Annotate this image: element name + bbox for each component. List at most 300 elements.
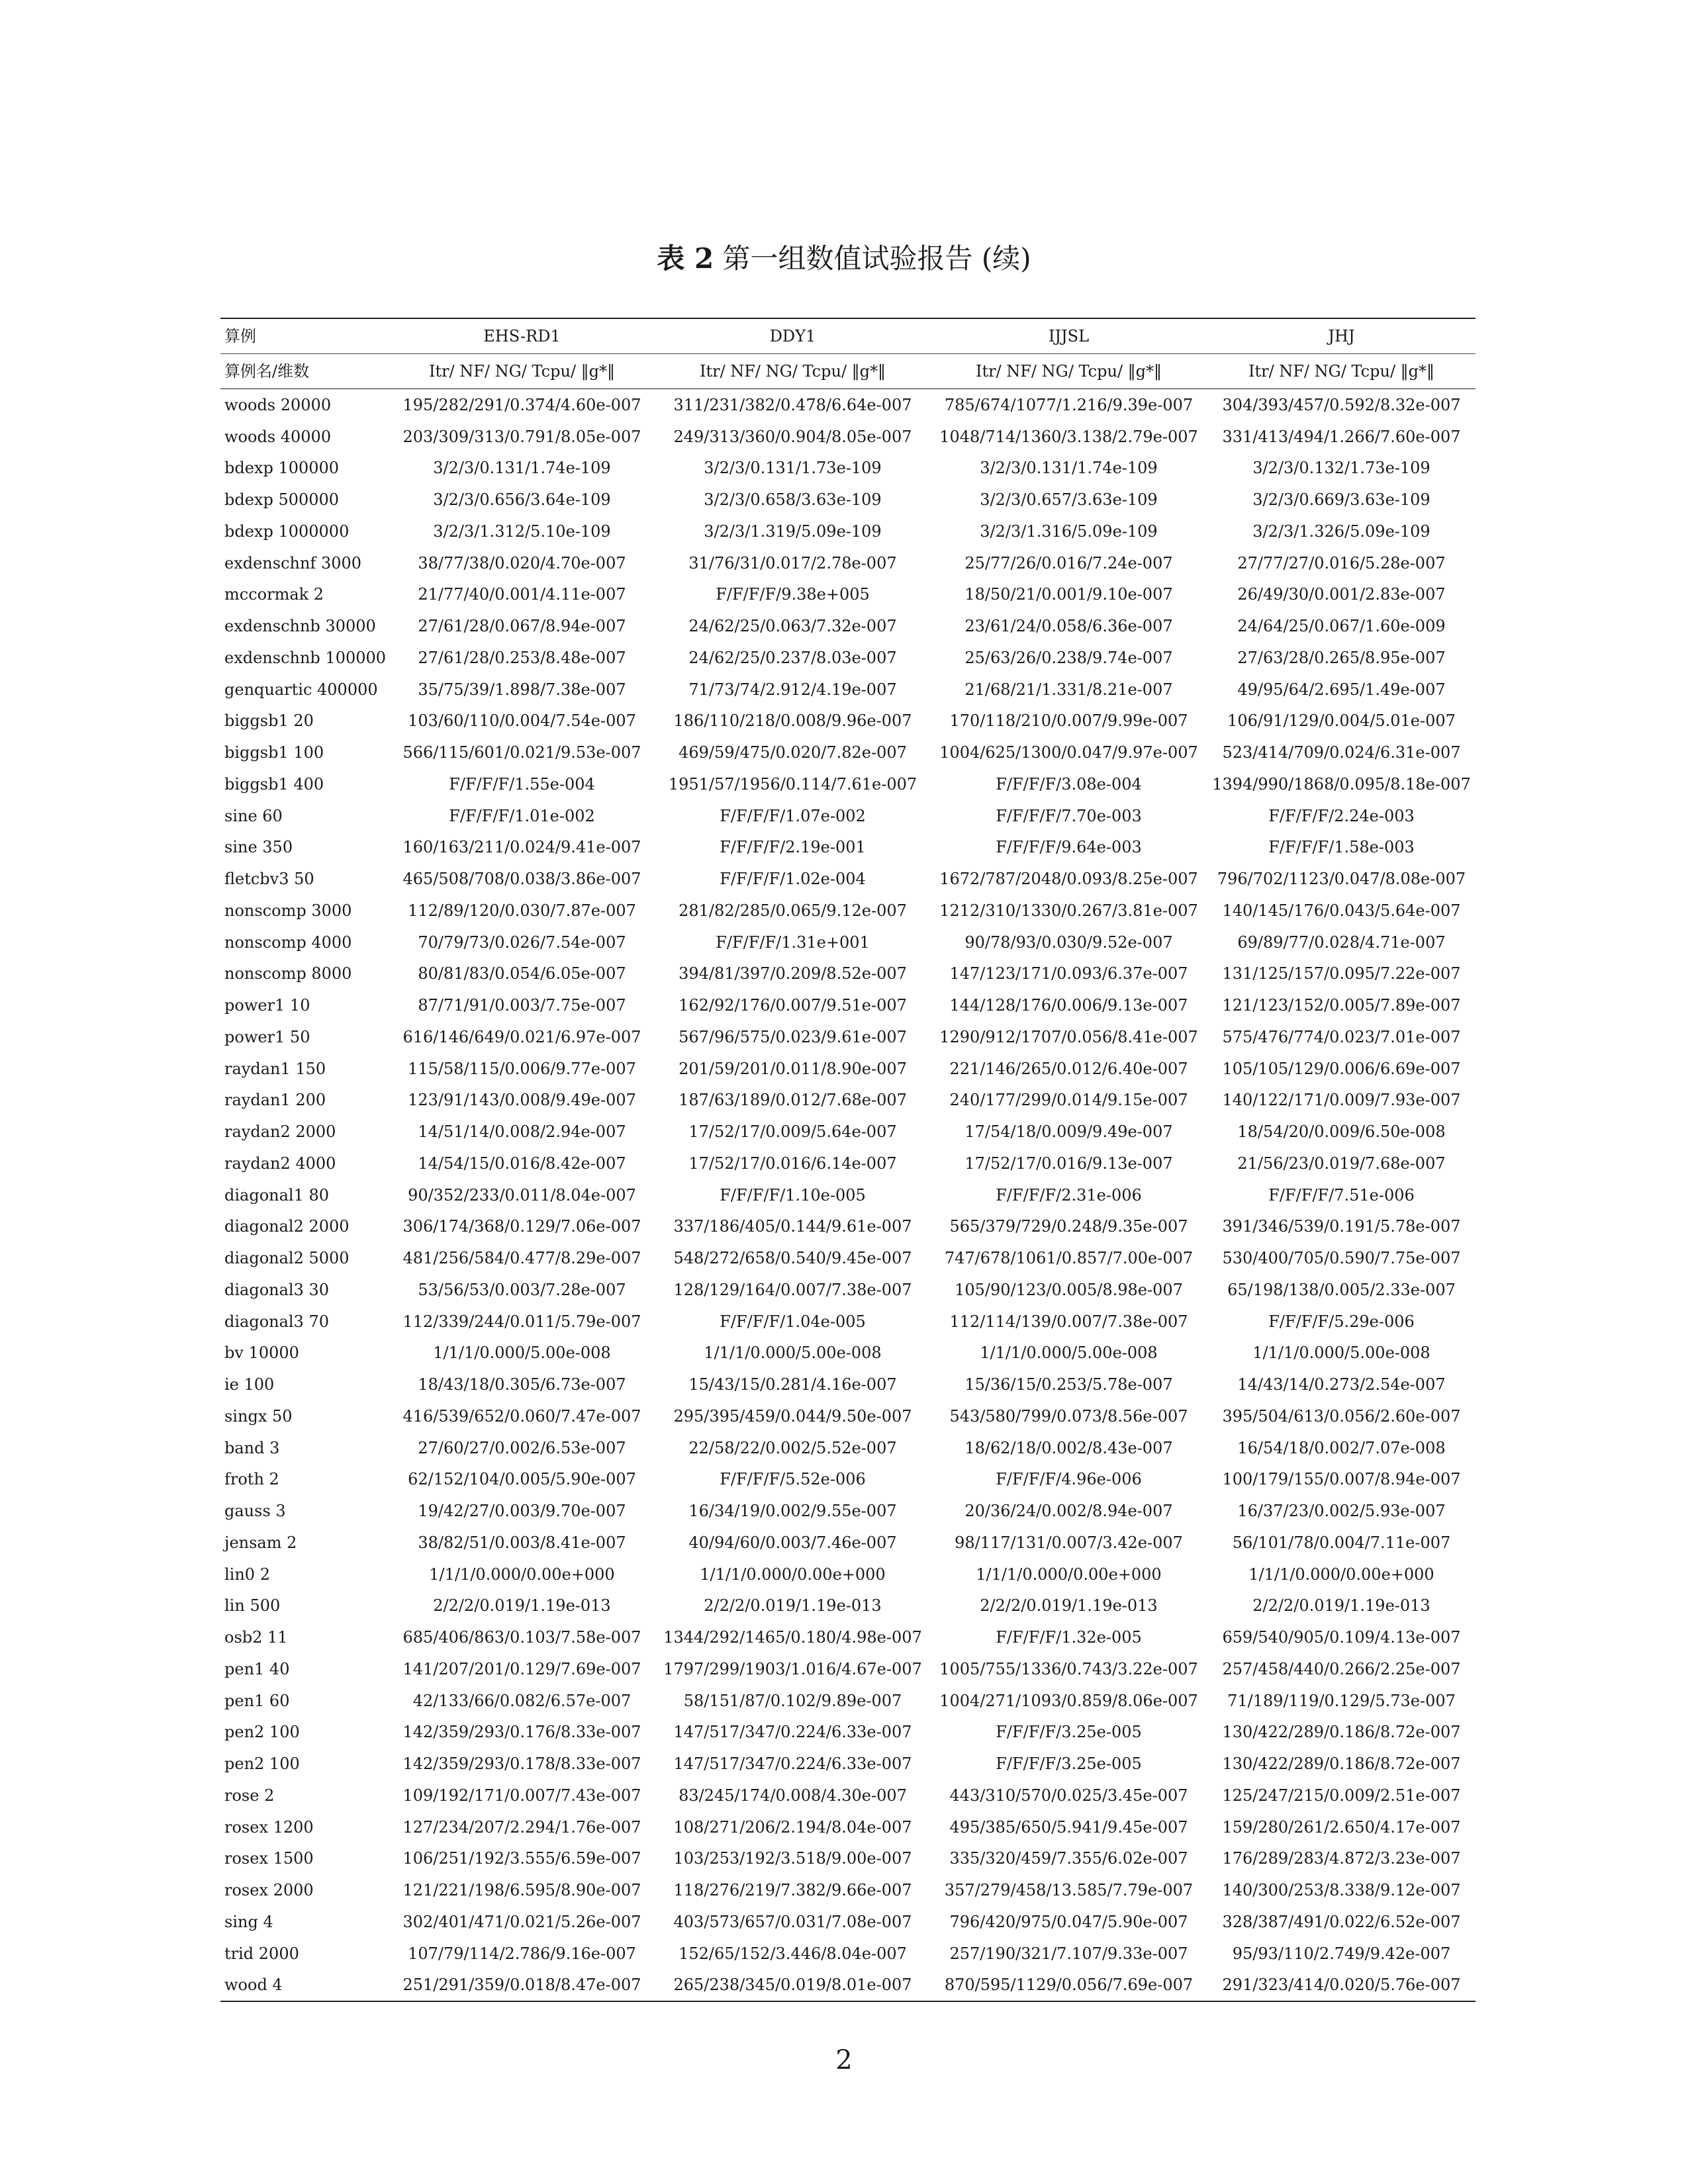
result-cell: 144/128/176/0.006/9.13e-007 — [949, 996, 1188, 1015]
result-cell: 1/1/1/0.000/0.00e+000 — [1248, 1565, 1434, 1584]
result-cell: 1672/787/2048/0.093/8.25e-007 — [939, 870, 1198, 889]
result-cell: 796/702/1123/0.047/8.08e-007 — [1217, 870, 1466, 889]
header-cell: DDY1 — [655, 318, 930, 354]
result-cell: 27/77/27/0.016/5.28e-007 — [1237, 553, 1446, 572]
problem-name-cell: biggsb1 100 — [224, 743, 324, 762]
problem-name-cell: raydan1 200 — [224, 1091, 326, 1110]
result-cell: 337/186/405/0.144/9.61e-007 — [673, 1217, 912, 1236]
result-cell: 80/81/83/0.054/6.05e-007 — [418, 964, 626, 983]
problem-name-cell: pen1 60 — [224, 1691, 290, 1710]
result-cell: 15/36/15/0.253/5.78e-007 — [964, 1375, 1173, 1394]
result-cell: 1/1/1/0.000/5.00e-008 — [1252, 1343, 1430, 1363]
result-cell: 14/51/14/0.008/2.94e-007 — [418, 1122, 626, 1142]
result-cell: 566/115/601/0.021/9.53e-007 — [402, 743, 641, 762]
problem-name-cell: genquartic 400000 — [224, 680, 378, 699]
result-cell: 1/1/1/0.000/5.00e-008 — [704, 1343, 882, 1363]
result-cell: 1344/292/1465/0.180/4.98e-007 — [663, 1628, 922, 1647]
header-row-methods — [220, 318, 1476, 354]
result-cell: 659/540/905/0.109/4.13e-007 — [1222, 1628, 1461, 1647]
table-row — [220, 927, 1476, 958]
header-cell: 算例 — [220, 318, 389, 354]
result-cell: 685/406/863/0.103/7.58e-007 — [402, 1628, 641, 1647]
header-cell: IJJSL — [930, 318, 1207, 354]
result-cell: 142/359/293/0.178/8.33e-007 — [402, 1754, 641, 1774]
result-cell: 65/198/138/0.005/2.33e-007 — [1227, 1280, 1456, 1299]
result-cell: 1212/310/1330/0.267/3.81e-007 — [939, 901, 1198, 920]
header-cell: Itr/ NF/ NG/ Tcpu/ ‖g*‖ — [1207, 354, 1476, 389]
problem-name-cell: ie 100 — [224, 1375, 275, 1394]
result-cell: 3/2/3/0.669/3.63e-109 — [1252, 490, 1430, 510]
table-row — [220, 484, 1476, 516]
problem-name-cell: rosex 1200 — [224, 1817, 314, 1837]
result-cell: 3/2/3/0.656/3.64e-109 — [433, 490, 611, 510]
result-cell: 42/133/66/0.082/6.57e-007 — [412, 1691, 632, 1710]
problem-name-cell: osb2 11 — [224, 1628, 288, 1647]
result-cell: 24/64/25/0.067/1.60e-009 — [1237, 617, 1446, 636]
result-cell: 17/54/18/0.009/9.49e-007 — [964, 1122, 1173, 1142]
result-cell: 16/37/23/0.002/5.93e-007 — [1237, 1502, 1446, 1521]
result-cell: 23/61/24/0.058/6.36e-007 — [964, 617, 1173, 636]
result-cell: 27/60/27/0.002/6.53e-007 — [418, 1438, 626, 1457]
result-cell: F/F/F/F/9.38e+005 — [716, 585, 870, 604]
result-cell: 391/346/539/0.191/5.78e-007 — [1222, 1217, 1461, 1236]
result-cell: 221/146/265/0.012/6.40e-007 — [949, 1059, 1188, 1078]
table-row — [220, 1495, 1476, 1527]
result-cell: F/F/F/F/1.10e-005 — [720, 1185, 866, 1205]
result-cell: 21/56/23/0.019/7.68e-007 — [1237, 1154, 1446, 1173]
table-row — [220, 389, 1476, 421]
result-cell: 306/174/368/0.129/7.06e-007 — [402, 1217, 641, 1236]
table-row — [220, 1843, 1476, 1875]
table-row — [220, 421, 1476, 453]
result-cell: 112/114/139/0.007/7.38e-007 — [949, 1312, 1188, 1331]
problem-name-cell: diagonal3 30 — [224, 1280, 330, 1299]
table-row — [220, 1274, 1476, 1306]
result-cell: 112/339/244/0.011/5.79e-007 — [402, 1312, 641, 1331]
table-row — [220, 1938, 1476, 1970]
result-cell: 3/2/3/1.326/5.09e-109 — [1252, 522, 1430, 541]
result-cell: 142/359/293/0.176/8.33e-007 — [402, 1723, 641, 1742]
result-cell: F/F/F/F/1.31e+001 — [716, 933, 870, 952]
table-caption — [0, 237, 1688, 277]
result-cell: 147/123/171/0.093/6.37e-007 — [949, 964, 1188, 983]
result-cell: 106/91/129/0.004/5.01e-007 — [1227, 711, 1456, 731]
result-cell: 3/2/3/1.312/5.10e-109 — [433, 522, 611, 541]
result-cell: 108/271/206/2.194/8.04e-007 — [673, 1817, 912, 1837]
problem-name-cell: sine 350 — [224, 838, 293, 857]
header-cell: Itr/ NF/ NG/ Tcpu/ ‖g*‖ — [930, 354, 1207, 389]
result-cell: 394/81/397/0.209/8.52e-007 — [679, 964, 907, 983]
result-cell: 25/77/26/0.016/7.24e-007 — [964, 553, 1173, 572]
result-cell: 1004/271/1093/0.859/8.06e-007 — [939, 1691, 1198, 1710]
result-cell: F/F/F/F/7.51e-006 — [1268, 1185, 1415, 1205]
header-cell: Itr/ NF/ NG/ Tcpu/ ‖g*‖ — [389, 354, 655, 389]
problem-name-cell: pen2 100 — [224, 1754, 300, 1774]
result-cell: 90/78/93/0.030/9.52e-007 — [964, 933, 1173, 952]
result-cell: 22/58/22/0.002/5.52e-007 — [688, 1438, 897, 1457]
result-cell: 71/73/74/2.912/4.19e-007 — [688, 680, 897, 699]
result-cell: 1290/912/1707/0.056/8.41e-007 — [939, 1027, 1198, 1046]
problem-name-cell: exdenschnf 3000 — [224, 553, 362, 572]
result-cell: 567/96/575/0.023/9.61e-007 — [679, 1027, 907, 1046]
results-table-container — [220, 318, 1476, 2002]
problem-name-cell: nonscomp 4000 — [224, 933, 352, 952]
result-cell: 53/56/53/0.003/7.28e-007 — [418, 1280, 626, 1299]
problem-name-cell: sing 4 — [224, 1912, 273, 1931]
result-cell: 575/476/774/0.023/7.01e-007 — [1222, 1027, 1461, 1046]
result-cell: 523/414/709/0.024/6.31e-007 — [1222, 743, 1461, 762]
table-row — [220, 1148, 1476, 1179]
table-row — [220, 1085, 1476, 1116]
result-cell: 1048/714/1360/3.138/2.79e-007 — [939, 427, 1198, 446]
table-row — [220, 674, 1476, 705]
result-cell: 481/256/584/0.477/8.29e-007 — [402, 1249, 641, 1268]
problem-name-cell: power1 50 — [224, 1027, 310, 1046]
result-cell: 3/2/3/0.131/1.73e-109 — [704, 459, 882, 478]
caption-text: 第一组数值试验报告 (续) — [722, 242, 1031, 275]
table-row — [220, 1621, 1476, 1653]
problem-name-cell: gauss 3 — [224, 1502, 286, 1521]
result-cell: 302/401/471/0.021/5.26e-007 — [402, 1912, 641, 1931]
result-cell: 3/2/3/0.131/1.74e-109 — [433, 459, 611, 478]
result-cell: 95/93/110/2.749/9.42e-007 — [1232, 1944, 1451, 1963]
result-cell: 565/379/729/0.248/9.35e-007 — [949, 1217, 1188, 1236]
result-cell: 15/43/15/0.281/4.16e-007 — [688, 1375, 897, 1394]
result-cell: 187/63/189/0.012/7.68e-007 — [679, 1091, 907, 1110]
result-cell: 416/539/652/0.060/7.47e-007 — [402, 1406, 641, 1426]
table-row — [220, 1717, 1476, 1749]
problem-name-cell: rosex 1500 — [224, 1849, 314, 1868]
result-cell: 328/387/491/0.022/6.52e-007 — [1222, 1912, 1461, 1931]
result-cell: 543/580/799/0.073/8.56e-007 — [949, 1406, 1188, 1426]
result-cell: F/F/F/F/1.32e-005 — [996, 1628, 1142, 1647]
result-cell: F/F/F/F/1.02e-004 — [720, 870, 866, 889]
header-cell: 算例名/维数 — [220, 354, 389, 389]
result-cell: 3/2/3/0.132/1.73e-109 — [1252, 459, 1430, 478]
result-cell: 121/221/198/6.595/8.90e-007 — [402, 1881, 641, 1900]
table-row — [220, 1685, 1476, 1717]
result-cell: 70/79/73/0.026/7.54e-007 — [418, 933, 626, 952]
table-row — [220, 579, 1476, 611]
table-row — [220, 768, 1476, 800]
result-cell: 17/52/17/0.009/5.64e-007 — [688, 1122, 897, 1142]
problem-name-cell: diagonal2 2000 — [224, 1217, 350, 1236]
result-cell: 40/94/60/0.003/7.46e-007 — [688, 1533, 897, 1552]
result-cell: 131/125/157/0.095/7.22e-007 — [1222, 964, 1461, 983]
result-cell: 17/52/17/0.016/6.14e-007 — [688, 1154, 897, 1173]
table-row — [220, 895, 1476, 927]
result-cell: 870/595/1129/0.056/7.69e-007 — [930, 1970, 1207, 2002]
table-row — [220, 1116, 1476, 1148]
result-cell: 105/105/129/0.006/6.69e-007 — [1222, 1059, 1461, 1078]
table-row — [220, 1590, 1476, 1622]
result-cell: 62/152/104/0.005/5.90e-007 — [408, 1470, 636, 1489]
result-cell: 170/118/210/0.007/9.99e-007 — [949, 711, 1188, 731]
problem-name-cell: trid 2000 — [224, 1944, 299, 1963]
table-row — [220, 1021, 1476, 1053]
result-cell: 186/110/218/0.008/9.96e-007 — [673, 711, 912, 731]
problem-name-cell: bdexp 100000 — [224, 459, 340, 478]
result-cell: 16/54/18/0.002/7.07e-008 — [1237, 1438, 1446, 1457]
result-cell: 18/54/20/0.009/6.50e-008 — [1237, 1122, 1446, 1142]
table-row — [220, 1874, 1476, 1906]
result-cell: 2/2/2/0.019/1.19e-013 — [980, 1596, 1158, 1615]
result-cell: 21/68/21/1.331/8.21e-007 — [964, 680, 1173, 699]
result-cell: 14/54/15/0.016/8.42e-007 — [418, 1154, 626, 1173]
result-cell: 140/300/253/8.338/9.12e-007 — [1222, 1881, 1461, 1900]
result-cell: 49/95/64/2.695/1.49e-007 — [1237, 680, 1446, 699]
problem-name-cell: raydan1 150 — [224, 1059, 326, 1078]
result-cell: 331/413/494/1.266/7.60e-007 — [1222, 427, 1461, 446]
table-row — [220, 1053, 1476, 1085]
result-cell: 109/192/171/0.007/7.43e-007 — [402, 1786, 641, 1805]
result-cell: 71/189/119/0.129/5.73e-007 — [1227, 1691, 1456, 1710]
result-cell: 141/207/201/0.129/7.69e-007 — [402, 1659, 641, 1678]
page-number: 2 — [835, 2045, 853, 2075]
problem-name-cell: lin 500 — [224, 1596, 281, 1615]
result-cell: 123/91/143/0.008/9.49e-007 — [408, 1091, 636, 1110]
result-cell: 1394/990/1868/0.095/8.18e-007 — [1212, 774, 1471, 794]
result-cell: 257/458/440/0.266/2.25e-007 — [1222, 1659, 1461, 1678]
result-cell: 107/79/114/2.786/9.16e-007 — [408, 1944, 636, 1963]
table-row — [220, 1306, 1476, 1338]
table-row — [220, 1653, 1476, 1685]
result-cell: 18/62/18/0.002/8.43e-007 — [964, 1438, 1173, 1457]
header-cell: Itr/ NF/ NG/ Tcpu/ ‖g*‖ — [655, 354, 930, 389]
result-cell: 118/276/219/7.382/9.66e-007 — [673, 1881, 912, 1900]
table-row — [220, 1780, 1476, 1811]
result-cell: F/F/F/F/2.19e-001 — [720, 838, 866, 857]
result-cell: 14/43/14/0.273/2.54e-007 — [1237, 1375, 1446, 1394]
result-cell: F/F/F/F/1.58e-003 — [1268, 838, 1415, 857]
result-cell: 162/92/176/0.007/9.51e-007 — [679, 996, 907, 1015]
table-row — [220, 453, 1476, 484]
result-cell: 38/77/38/0.020/4.70e-007 — [418, 553, 626, 572]
result-cell: 357/279/458/13.585/7.79e-007 — [944, 1881, 1194, 1900]
result-cell: 147/517/347/0.224/6.33e-007 — [673, 1754, 912, 1774]
table-body — [220, 389, 1476, 2002]
result-cell: 130/422/289/0.186/8.72e-007 — [1222, 1723, 1461, 1742]
result-cell: 1004/625/1300/0.047/9.97e-007 — [939, 743, 1198, 762]
problem-name-cell: wood 4 — [220, 1970, 389, 2002]
result-cell: 25/63/26/0.238/9.74e-007 — [964, 648, 1173, 667]
result-cell: 105/90/123/0.005/8.98e-007 — [955, 1280, 1183, 1299]
table-row — [220, 547, 1476, 579]
problem-name-cell: raydan2 2000 — [224, 1122, 336, 1142]
problem-name-cell: nonscomp 8000 — [224, 964, 352, 983]
result-cell: 160/163/211/0.024/9.41e-007 — [402, 838, 641, 857]
problem-name-cell: diagonal2 5000 — [224, 1249, 350, 1268]
result-cell: F/F/F/F/2.24e-003 — [1268, 806, 1415, 825]
result-cell: F/F/F/F/3.25e-005 — [996, 1754, 1142, 1774]
result-cell: 100/179/155/0.007/8.94e-007 — [1222, 1470, 1461, 1489]
table-row — [220, 516, 1476, 547]
table-row — [220, 1906, 1476, 1938]
table-row — [220, 958, 1476, 990]
table-row — [220, 1464, 1476, 1496]
result-cell: 3/2/3/1.319/5.09e-109 — [704, 522, 882, 541]
table-row — [220, 1369, 1476, 1400]
result-cell: 1/1/1/0.000/5.00e-008 — [980, 1343, 1158, 1363]
table-row — [220, 705, 1476, 737]
result-cell: F/F/F/F/5.52e-006 — [720, 1470, 866, 1489]
result-cell: 395/504/613/0.056/2.60e-007 — [1222, 1406, 1461, 1426]
header-cell: EHS-RD1 — [389, 318, 655, 354]
result-cell: 27/61/28/0.253/8.48e-007 — [418, 648, 626, 667]
result-cell: 2/2/2/0.019/1.19e-013 — [704, 1596, 882, 1615]
result-cell: 195/282/291/0.374/4.60e-007 — [402, 395, 641, 414]
result-cell: 121/123/152/0.005/7.89e-007 — [1222, 996, 1461, 1015]
result-cell: F/F/F/F/4.96e-006 — [996, 1470, 1142, 1489]
result-cell: 3/2/3/0.131/1.74e-109 — [980, 459, 1158, 478]
result-cell: 530/400/705/0.590/7.75e-007 — [1222, 1249, 1461, 1268]
problem-name-cell: sine 60 — [224, 806, 283, 825]
result-cell: 201/59/201/0.011/8.90e-007 — [679, 1059, 907, 1078]
result-cell: 103/60/110/0.004/7.54e-007 — [408, 711, 636, 731]
table-row — [220, 1432, 1476, 1464]
result-cell: 147/517/347/0.224/6.33e-007 — [673, 1723, 912, 1742]
problem-name-cell: bdexp 500000 — [224, 490, 340, 510]
result-cell: 2/2/2/0.019/1.19e-013 — [1252, 1596, 1430, 1615]
result-cell: F/F/F/F/3.25e-005 — [996, 1723, 1142, 1742]
result-cell: F/F/F/F/5.29e-006 — [1268, 1312, 1415, 1331]
result-cell: 1/1/1/0.000/0.00e+000 — [976, 1565, 1162, 1584]
result-cell: 1797/299/1903/1.016/4.67e-007 — [663, 1659, 922, 1678]
result-cell: 304/393/457/0.592/8.32e-007 — [1222, 395, 1461, 414]
result-cell: F/F/F/F/2.31e-006 — [996, 1185, 1142, 1205]
table-row — [220, 610, 1476, 642]
result-cell: 128/129/164/0.007/7.38e-007 — [673, 1280, 912, 1299]
table-row — [220, 1748, 1476, 1780]
problem-name-cell: exdenschnb 100000 — [224, 648, 387, 667]
result-cell: 495/385/650/5.941/9.45e-007 — [949, 1817, 1188, 1837]
problem-name-cell: diagonal1 80 — [224, 1185, 330, 1205]
table-row — [220, 1970, 1476, 2002]
result-cell: 140/122/171/0.009/7.93e-007 — [1222, 1091, 1461, 1110]
results-table — [220, 318, 1476, 2002]
result-cell: 83/245/174/0.008/4.30e-007 — [679, 1786, 907, 1805]
result-cell: 24/62/25/0.237/8.03e-007 — [688, 648, 897, 667]
result-cell: 616/146/649/0.021/6.97e-007 — [402, 1027, 641, 1046]
result-cell: 1005/755/1336/0.743/3.22e-007 — [939, 1659, 1198, 1678]
header-row-metrics — [220, 354, 1476, 389]
result-cell: F/F/F/F/1.01e-002 — [449, 806, 595, 825]
result-cell: 785/674/1077/1.216/9.39e-007 — [944, 395, 1194, 414]
result-cell: 21/77/40/0.001/4.11e-007 — [418, 585, 626, 604]
table-row — [220, 1527, 1476, 1559]
result-cell: 281/82/285/0.065/9.12e-007 — [679, 901, 907, 920]
result-cell: 90/352/233/0.011/8.04e-007 — [408, 1185, 636, 1205]
table-row — [220, 989, 1476, 1021]
result-cell: 24/62/25/0.063/7.32e-007 — [688, 617, 897, 636]
result-cell: 548/272/658/0.540/9.45e-007 — [673, 1249, 912, 1268]
problem-name-cell: lin0 2 — [224, 1565, 270, 1584]
result-cell: 291/323/414/0.020/5.76e-007 — [1207, 1970, 1476, 2002]
problem-name-cell: jensam 2 — [224, 1533, 297, 1552]
result-cell: 56/101/78/0.004/7.11e-007 — [1232, 1533, 1451, 1552]
result-cell: F/F/F/F/9.64e-003 — [996, 838, 1142, 857]
result-cell: 130/422/289/0.186/8.72e-007 — [1222, 1754, 1461, 1774]
table-row — [220, 642, 1476, 674]
problem-name-cell: bdexp 1000000 — [224, 522, 350, 541]
result-cell: 265/238/345/0.019/8.01e-007 — [655, 1970, 930, 2002]
result-cell: 19/42/27/0.003/9.70e-007 — [418, 1502, 626, 1521]
result-cell: 112/89/120/0.030/7.87e-007 — [408, 901, 636, 920]
result-cell: 3/2/3/1.316/5.09e-109 — [980, 522, 1158, 541]
problem-name-cell: nonscomp 3000 — [224, 901, 352, 920]
result-cell: 796/420/975/0.047/5.90e-007 — [949, 1912, 1188, 1931]
table-row — [220, 1242, 1476, 1274]
result-cell: 58/151/87/0.102/9.89e-007 — [683, 1691, 902, 1710]
result-cell: 87/71/91/0.003/7.75e-007 — [418, 996, 626, 1015]
problem-name-cell: woods 40000 — [224, 427, 332, 446]
problem-name-cell: bv 10000 — [224, 1343, 299, 1363]
problem-name-cell: biggsb1 20 — [224, 711, 314, 731]
problem-name-cell: froth 2 — [224, 1470, 279, 1489]
result-cell: 1951/57/1956/0.114/7.61e-007 — [668, 774, 917, 794]
table-row — [220, 800, 1476, 832]
result-cell: F/F/F/F/1.55e-004 — [449, 774, 595, 794]
table-row — [220, 1811, 1476, 1843]
problem-name-cell: power1 10 — [224, 996, 310, 1015]
result-cell: 17/52/17/0.016/9.13e-007 — [964, 1154, 1173, 1173]
result-cell: 249/313/360/0.904/8.05e-007 — [673, 427, 912, 446]
result-cell: 152/65/152/3.446/8.04e-007 — [679, 1944, 907, 1963]
result-cell: 203/309/313/0.791/8.05e-007 — [402, 427, 641, 446]
result-cell: 159/280/261/2.650/4.17e-007 — [1222, 1817, 1461, 1837]
problem-name-cell: biggsb1 400 — [224, 774, 324, 794]
result-cell: 27/61/28/0.067/8.94e-007 — [418, 617, 626, 636]
result-cell: 295/395/459/0.044/9.50e-007 — [673, 1406, 912, 1426]
result-cell: 125/247/215/0.009/2.51e-007 — [1222, 1786, 1461, 1805]
result-cell: 465/508/708/0.038/3.86e-007 — [402, 870, 641, 889]
result-cell: 27/63/28/0.265/8.95e-007 — [1237, 648, 1446, 667]
problem-name-cell: singx 50 — [224, 1406, 293, 1426]
result-cell: 335/320/459/7.355/6.02e-007 — [949, 1849, 1188, 1868]
result-cell: 98/117/131/0.007/3.42e-007 — [955, 1533, 1183, 1552]
result-cell: 3/2/3/0.657/3.63e-109 — [980, 490, 1158, 510]
result-cell: 18/50/21/0.001/9.10e-007 — [964, 585, 1173, 604]
table-row — [220, 737, 1476, 768]
result-cell: 26/49/30/0.001/2.83e-007 — [1237, 585, 1446, 604]
result-cell: 311/231/382/0.478/6.64e-007 — [673, 395, 912, 414]
problem-name-cell: band 3 — [224, 1438, 280, 1457]
result-cell: 115/58/115/0.006/9.77e-007 — [408, 1059, 636, 1078]
table-row — [220, 832, 1476, 864]
result-cell: 20/36/24/0.002/8.94e-007 — [964, 1502, 1173, 1521]
problem-name-cell: diagonal3 70 — [224, 1312, 330, 1331]
problem-name-cell: exdenschnb 30000 — [224, 617, 376, 636]
result-cell: 16/34/19/0.002/9.55e-007 — [688, 1502, 897, 1521]
caption-label: 表 2 — [657, 242, 714, 275]
table-row — [220, 1338, 1476, 1369]
result-cell: 257/190/321/7.107/9.33e-007 — [949, 1944, 1188, 1963]
table-row — [220, 1400, 1476, 1432]
problem-name-cell: pen2 100 — [224, 1723, 300, 1742]
table-row — [220, 1559, 1476, 1590]
table-row — [220, 863, 1476, 895]
result-cell: F/F/F/F/1.04e-005 — [720, 1312, 866, 1331]
result-cell: 2/2/2/0.019/1.19e-013 — [433, 1596, 611, 1615]
result-cell: 103/253/192/3.518/9.00e-007 — [673, 1849, 912, 1868]
result-cell: F/F/F/F/1.07e-002 — [720, 806, 866, 825]
result-cell: 251/291/359/0.018/8.47e-007 — [389, 1970, 655, 2002]
result-cell: 176/289/283/4.872/3.23e-007 — [1222, 1849, 1461, 1868]
result-cell: 106/251/192/3.555/6.59e-007 — [402, 1849, 641, 1868]
table-row — [220, 1211, 1476, 1243]
problem-name-cell: woods 20000 — [224, 395, 332, 414]
result-cell: 1/1/1/0.000/0.00e+000 — [700, 1565, 886, 1584]
